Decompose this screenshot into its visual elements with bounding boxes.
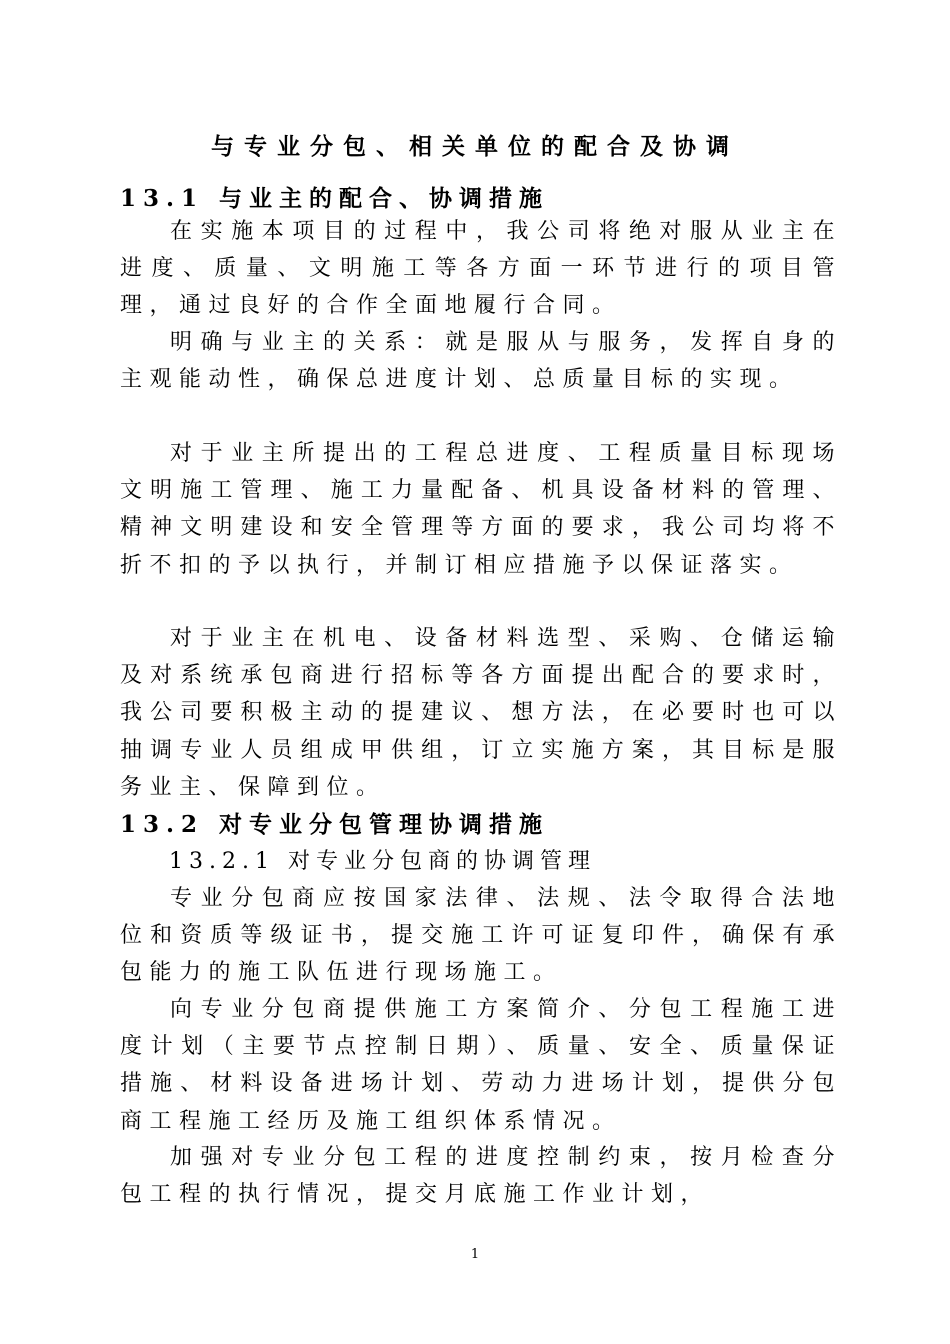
paragraph-13-1-c: 对于业主所提出的工程总进度、工程质量目标现场文明施工管理、施工力量配备、机具设备材料的管理、精神文明建设和安全管理等方面的要求，我公司均将不折不扣的予以执行，并制订相应措施予以保证落实。	[120, 441, 842, 578]
paragraph-13-1-a: 在实施本项目的过程中，我公司将绝对服从业主在进度、质量、文明施工等各方面一环节进行的项目管理，通过良好的合作全面地履行合同。	[120, 219, 842, 319]
document-title: 与专业分包、相关单位的配合及协调	[211, 133, 739, 160]
paragraph-13-1-b: 明确与业主的关系：就是服从与服务，发挥自身的主观能动性，确保总进度计划、总质量目标的实现。	[120, 330, 842, 393]
page-number: 1	[470, 1247, 480, 1262]
paragraph-13-1-d: 对于业主在机电、设备材料选型、采购、仓储运输及对系统承包商进行招标等各方面提出配合的要求时，我公司要积极主动的提建议、想方法，在必要时也可以抽调专业人员组成甲供组，订立实施方案，其目标是服务业主、保障到位。	[120, 626, 842, 800]
section-heading-13-2: 13.2 对专业分包管理协调措施	[120, 811, 550, 838]
subsection-heading-13-2-1: 13.2.1 对专业分包商的协调管理	[169, 849, 596, 874]
paragraph-13-2-a: 专业分包商应按国家法律、法规、法令取得合法地位和资质等级证书，提交施工许可证复印件，确保有承包能力的施工队伍进行现场施工。	[120, 886, 842, 986]
paragraph-13-2-b: 向专业分包商提供施工方案简介、分包工程施工进度计划（主要节点控制日期）、质量、安全、质量保证措施、材料设备进场计划、劳动力进场计划，提供分包商工程施工经历及施工组织体系情况。	[120, 997, 842, 1134]
section-heading-13-1: 13.1 与业主的配合、协调措施	[120, 185, 550, 212]
paragraph-13-2-c: 加强对专业分包工程的进度控制约束，按月检查分包工程的执行情况，提交月底施工作业计划，	[120, 1145, 842, 1208]
